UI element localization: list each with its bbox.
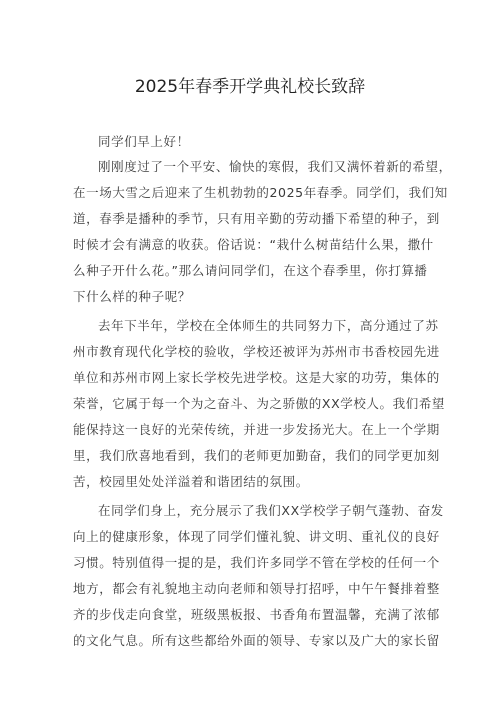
paragraph-3-line-2: 向上的健康形象，体现了同学们懂礼貌、讲文明、重礼仪的良好 <box>73 529 440 544</box>
paragraph-2-line-3: 单位和苏州市网上家长学校先进学校。这是大家的功劳，集体的 <box>73 370 440 385</box>
paragraph-2-line-4: 荣誉，它属于每一个为之奋斗、为之骄傲的XX学校人。我们希望 <box>73 396 446 411</box>
paragraph-1-line-1: 刚刚度过了一个平安、愉快的寒假，我们又满怀着新的希望， <box>98 159 452 174</box>
paragraph-3-line-3: 习惯。特别值得一提的是，我们许多同学不管在学校的任何一个 <box>73 555 440 570</box>
paragraph-2-line-7: 苦，校园里处处洋溢着和谐团结的氛围。 <box>73 474 309 489</box>
paragraph-2-line-1: 去年下半年，学校在全体师生的共同努力下，高分通过了苏 <box>98 318 439 333</box>
paragraph-3-line-6: 的文化气息。所有这些都给外面的领导、专家以及广大的家长留 <box>73 633 440 648</box>
paragraph-2-line-5: 能保持这一良好的光荣传统，并进一步发扬光大。在上一个学期 <box>73 422 440 437</box>
greeting: 同学们早上好！ <box>98 134 190 149</box>
paragraph-1-line-3: 道，春季是播种的季节，只有用辛勤的劳动播下希望的种子，到 <box>73 211 440 226</box>
paragraph-1-line-2: 在一场大雪之后迎来了生机勃勃的2025年春季。同学们，我们知 <box>73 185 448 200</box>
paragraph-2-line-6: 里，我们欣喜地看到，我们的老师更加勤奋，我们的同学更加刻 <box>73 448 440 463</box>
paragraph-2-line-2: 州市教育现代化学校的验收，学校还被评为苏州市书香校园先进 <box>73 344 440 359</box>
paragraph-1-line-5: 么种子开什么花。”那么请问同学们，在这个春季里，你打算播 <box>73 263 428 278</box>
paragraph-3-line-1: 在同学们身上，充分展示了我们XX学校学子朝气蓬勃、奋发 <box>98 503 444 518</box>
paragraph-1-line-6: 下什么样的种子呢？ <box>73 289 191 304</box>
paragraph-3-line-5: 齐的步伐走向食堂，班级黑板报、书香角布置温馨，充满了浓郁 <box>73 607 440 622</box>
paragraph-3-line-4: 地方，都会有礼貌地主动向老师和领导打招呼，中午午餐排着整 <box>73 581 440 596</box>
paragraph-1-line-4: 时候才会有满意的收获。俗话说：“栽什么树苗结什么果，撒什 <box>73 237 434 252</box>
document-title: 2025年春季开学典礼校长致辞 <box>134 77 366 97</box>
